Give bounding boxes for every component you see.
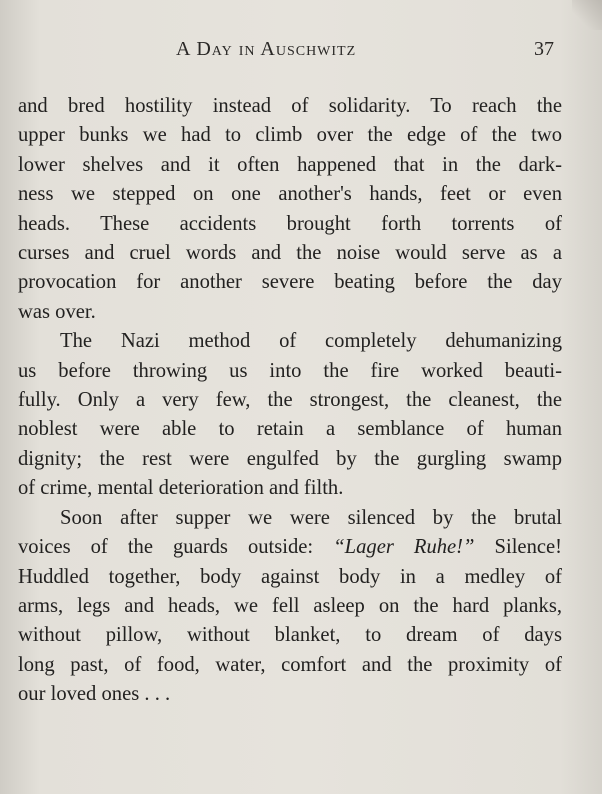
paragraph-3 bbox=[18, 504, 562, 710]
text-line: without pillow, without blanket, to dream of days bbox=[18, 624, 562, 647]
text-line: our loved ones . . . bbox=[18, 683, 171, 706]
body-text bbox=[18, 92, 562, 710]
running-head: A Day in Auschwitz bbox=[176, 38, 357, 60]
text-line: noblest were able to retain a semblance of human bbox=[18, 418, 562, 441]
text-line: Soon after supper we were silenced by the brutal bbox=[60, 506, 562, 529]
page-header bbox=[0, 38, 602, 64]
text-line: us before throwing us into the fire worked beauti- bbox=[18, 359, 562, 382]
text-line: long past, of food, water, comfort and the proximity of bbox=[18, 653, 562, 676]
text-fragment: voices of the guards outside: bbox=[18, 536, 334, 559]
text-line bbox=[18, 533, 562, 562]
text-line: of crime, mental deterioration and filth. bbox=[18, 477, 344, 500]
text-line: The Nazi method of completely dehumanizing bbox=[60, 330, 562, 353]
paragraph-2 bbox=[18, 327, 562, 503]
text-line: provocation for another severe beating before the day bbox=[18, 271, 562, 294]
text-line: lower shelves and it often happened that in the dark- bbox=[18, 153, 562, 176]
text-line: arms, legs and heads, we fell asleep on the hard planks, bbox=[18, 594, 562, 617]
quoted-phrase: “Lager Ruhe!” bbox=[333, 536, 475, 559]
text-fragment: Silence! bbox=[474, 536, 563, 559]
text-line: ness we stepped on one another's hands, feet or even bbox=[18, 183, 562, 206]
text-line: curses and cruel words and the noise would serve as a bbox=[18, 242, 562, 265]
text-line: Huddled together, body against body in a medley of bbox=[18, 565, 562, 588]
text-line: was over. bbox=[18, 300, 96, 323]
text-line: heads. These accidents brought forth torrents of bbox=[18, 212, 562, 235]
paragraph-1 bbox=[18, 92, 562, 327]
text-line: and bred hostility instead of solidarity. To reach the bbox=[18, 95, 562, 117]
text-line: dignity; the rest were engulfed by the gurgling swamp bbox=[18, 447, 562, 470]
page-corner-shadow bbox=[572, 0, 602, 30]
text-line: fully. Only a very few, the strongest, the cleanest, the bbox=[18, 389, 562, 412]
page-number: 37 bbox=[534, 38, 554, 60]
text-line: upper bunks we had to climb over the edge of the two bbox=[18, 124, 562, 147]
